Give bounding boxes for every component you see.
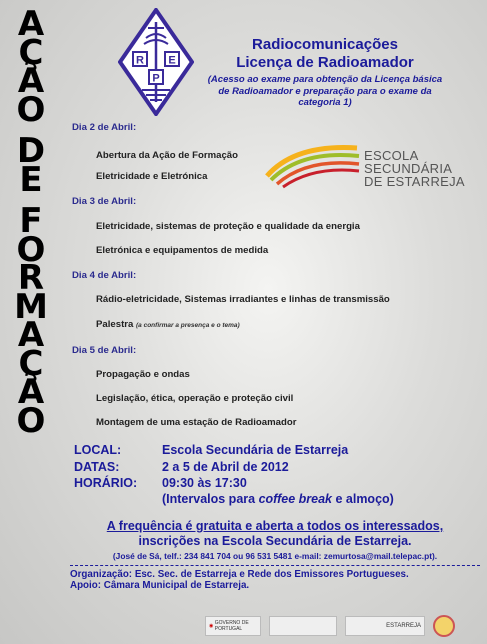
header <box>205 36 445 109</box>
local-value: Escola Secundária de Estarreja <box>162 443 349 457</box>
escola-line-2: SECUNDÁRIA <box>364 161 453 176</box>
side-letter: M <box>14 286 48 327</box>
horario-value: 09:30 às 17:30 <box>162 476 247 490</box>
protection-civil-icon <box>433 615 455 637</box>
intervalos-pre: (Intervalos para <box>162 492 259 506</box>
apoio-label: Apoio: <box>70 580 102 591</box>
gov-flag-icon: ◉ <box>209 623 214 629</box>
side-letter: F <box>19 201 43 241</box>
datas-label: DATAS: <box>74 460 120 474</box>
datas-value: 2 a 5 de Abril de 2012 <box>162 460 289 474</box>
gov-portugal-logo <box>205 616 261 636</box>
side-letter: D <box>16 131 46 171</box>
header-subtitle: (Acesso ao exame para obtenção da Licença básica de Radioamador e preparação para o exame da categoria 1) <box>207 74 443 108</box>
day-heading: Dia 2 de Abril: <box>72 122 137 133</box>
header-title-2: Licença de Radioamador <box>236 54 414 71</box>
header-title-1: Radiocomunicações <box>252 36 398 53</box>
escola-line-3: DE ESTARREJA <box>364 174 465 189</box>
side-letter: O <box>16 400 46 441</box>
side-letter: Ã <box>17 61 45 101</box>
side-letter: A <box>17 4 45 44</box>
support-line <box>70 580 480 591</box>
side-letter: R <box>17 258 45 298</box>
intervalos-post: e almoço) <box>332 492 394 506</box>
local-label: LOCAL: <box>74 443 122 457</box>
schedule-item: Eletrónica e equipamentos de medida <box>96 245 269 256</box>
day-heading: Dia 3 de Abril: <box>72 196 137 207</box>
bottom-info <box>70 519 480 591</box>
camara-estarreja-logo <box>345 616 425 636</box>
apoio-value: Câmara Municipal de Estarreja. <box>103 580 250 591</box>
dashed-divider <box>70 565 480 566</box>
schedule-item: Propagação e ondas <box>96 369 190 380</box>
inscriptions-line: inscrições na Escola Secundária de Estarreja. <box>138 534 412 548</box>
rep-logo <box>118 8 194 116</box>
schedule-item: Legislação, ética, operação e proteção civil <box>96 393 294 404</box>
day-heading: Dia 4 de Abril: <box>72 270 137 281</box>
gov-logo-text: GOVERNO DE PORTUGAL <box>214 620 249 632</box>
side-letter: E <box>19 159 43 200</box>
frequency-line: A frequência é gratuita e aberta a todos os interessados, <box>106 519 444 533</box>
schedule-item: Eletricidade e Eletrónica <box>96 171 208 182</box>
side-letter: Ã <box>17 372 45 412</box>
partner-logos <box>205 612 455 640</box>
palestra-label: Palestra <box>96 319 134 330</box>
logo-letter-r: R <box>136 54 144 67</box>
logo-letter-e: E <box>168 54 176 67</box>
org-value: Esc. Sec. de Estarreja e Rede dos Emissores Portugueses. <box>134 569 409 580</box>
side-letter: A <box>17 315 45 355</box>
schedule-item: Abertura da Ação de Formação <box>96 150 238 161</box>
schedule-item: Montagem de uma estação de Radioamador <box>96 417 297 428</box>
side-letter: O <box>16 89 46 130</box>
organization-line <box>70 569 480 580</box>
palestra-note: (a confirmar a presença e o tema) <box>136 322 240 329</box>
escola-logo-text <box>364 149 465 188</box>
contact-line: (José de Sá, telf.: 234 841 704 ou 96 531 5481 e-mail: zemurtosa@mail.telepac.pt). <box>112 551 438 561</box>
intervalos-em: coffee break <box>258 492 332 506</box>
side-letter: O <box>16 229 46 270</box>
side-title <box>0 0 62 644</box>
day-heading: Dia 5 de Abril: <box>72 345 137 356</box>
schedule-item: Rádio-eletricidade, Sistemas irradiantes e linhas de transmissão <box>96 294 390 305</box>
schedule-item <box>96 319 240 330</box>
schedule-item: Eletricidade, sistemas de proteção e qualidade da energia <box>96 221 360 232</box>
intervalos-row <box>162 492 394 506</box>
org-label: Organização: <box>70 569 133 580</box>
side-letter: Ç <box>18 343 44 384</box>
escola-line-1: ESCOLA <box>364 148 419 163</box>
side-letter: Ç <box>18 32 44 73</box>
ministry-logo <box>269 616 337 636</box>
camara-logo-text: ESTARREJA <box>386 623 421 629</box>
horario-label: HORÁRIO: <box>74 476 138 490</box>
logo-letter-p: P <box>152 72 160 85</box>
